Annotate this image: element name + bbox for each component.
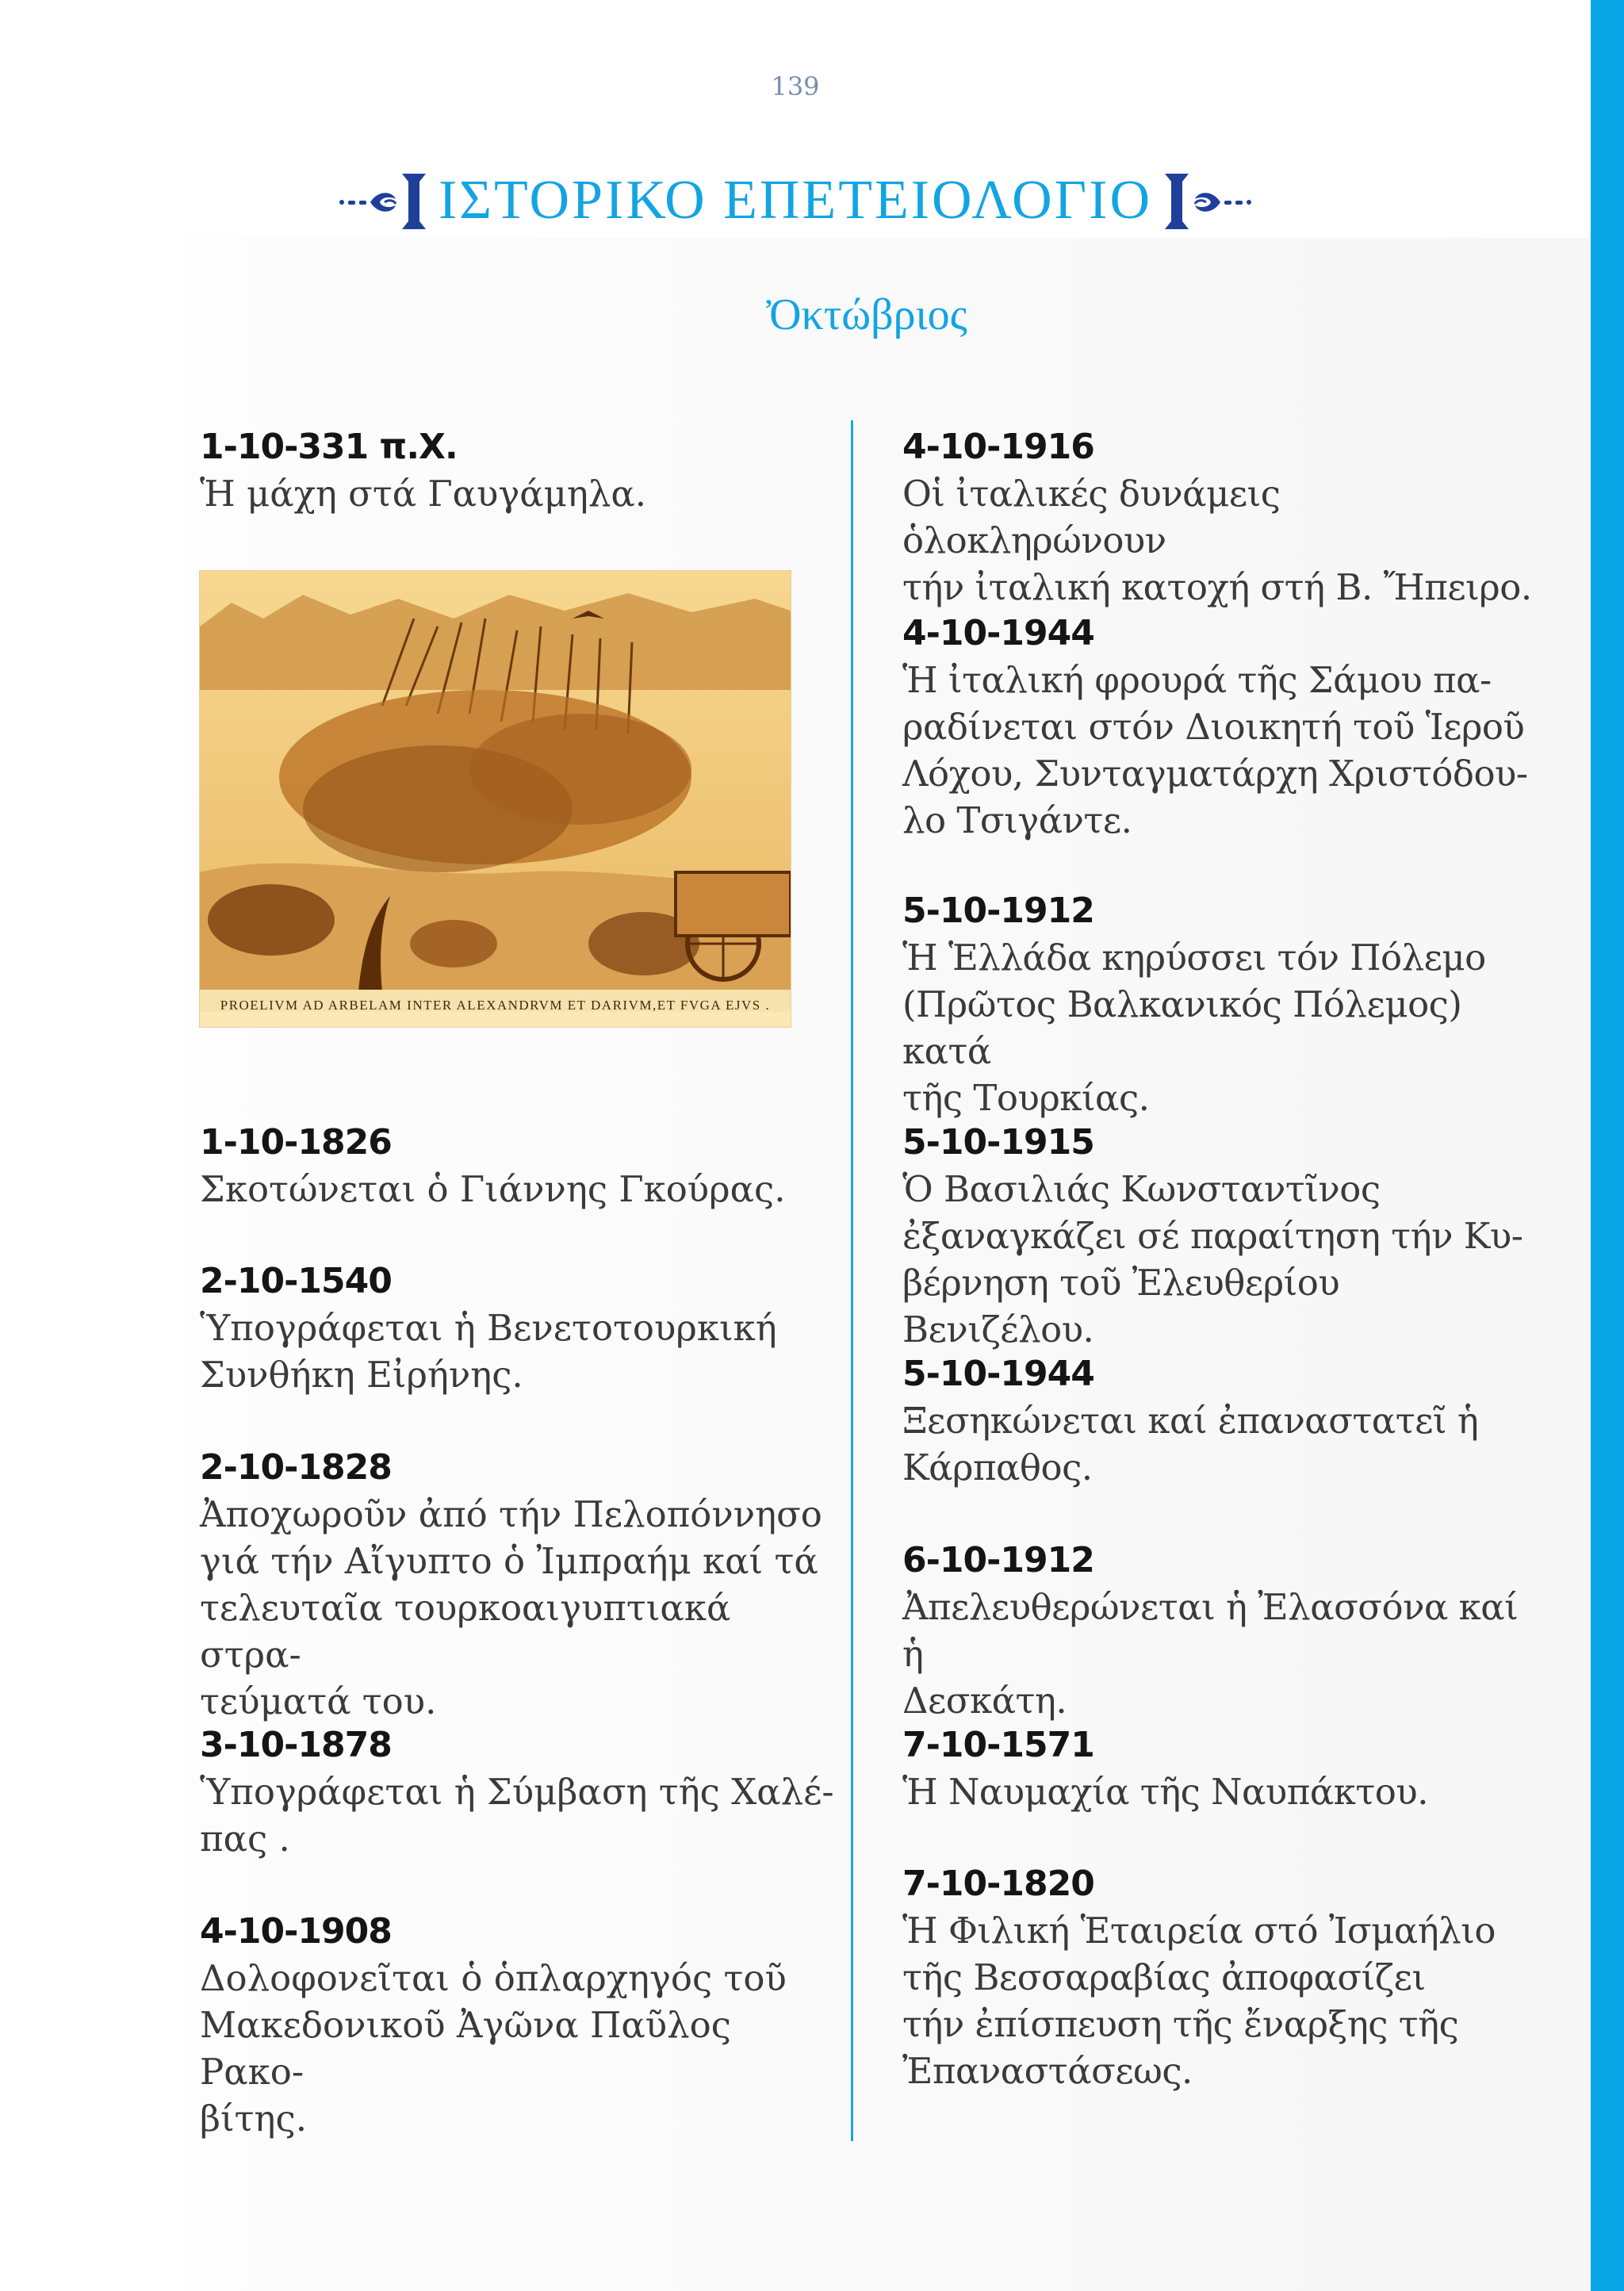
entry-text: Δολοφονεῖται ὁ ὁπλαρχηγός τοῦ Μακεδονικοῦ Ἀγῶνα Παῦλος Ρακο- βίτης. <box>200 1957 787 2140</box>
entry-date: 3-10-1878 <box>200 1725 392 1765</box>
entry-date: 6-10-1912 <box>902 1540 1094 1580</box>
entry-text: Ἡ Φιλική Ἑταιρεία στό Ἰσμαήλιο τῆς Βεσσαραβίας ἀποφασίζει τήν ἐπίσπευση τῆς ἔναρξης τῆς Ἐπαναστάσεως. <box>902 1910 1496 2092</box>
entry-text: Οἱ ἰταλικές δυνάμεις ὁλοκληρώνουν τήν ἰταλική κατοχή στή Β. Ἤπειρο. <box>902 473 1532 608</box>
entry <box>902 611 1537 888</box>
entry <box>902 1120 1537 1351</box>
entry-date: 5-10-1944 <box>902 1354 1094 1394</box>
entry-date: 5-10-1915 <box>902 1122 1094 1163</box>
right-ornament-icon <box>1159 169 1254 232</box>
entry <box>902 424 1537 611</box>
entry-text: Ὁ Βασιλιάς Κωνσταντῖνος ἐξαναγκάζει σέ παραίτηση τήν Κυ- βέρνηση τοῦ Ἐλευθερίου Βενιζέλου. <box>902 1168 1523 1350</box>
entry-date: 5-10-1912 <box>902 891 1094 931</box>
entry-date: 7-10-1820 <box>902 1864 1094 1904</box>
entry-text: Ὑπογράφεται ἡ Βενετοτουρκική Συνθήκη Εἰρήνης. <box>200 1307 777 1396</box>
entry <box>200 424 834 519</box>
entry <box>200 1120 834 1259</box>
entry-date: 2-10-1540 <box>200 1261 392 1301</box>
battle-engraving-image <box>200 571 791 1027</box>
entry <box>902 1538 1537 1722</box>
entry-text: Ἀπελευθερώνεται ἡ Ἐλασσόνα καί ἡ Δεσκάτη. <box>902 1586 1519 1722</box>
entry-date: 1-10-331 π.Χ. <box>200 427 458 467</box>
entry <box>200 1259 834 1445</box>
entry-date: 7-10-1571 <box>902 1725 1094 1765</box>
side-color-bar <box>1591 0 1624 2291</box>
entry-date: 1-10-1826 <box>200 1122 392 1163</box>
entry <box>200 1909 834 2142</box>
entry-text: Ἡ Ναυμαχία τῆς Ναυπάκτου. <box>902 1771 1429 1813</box>
entry <box>200 1722 834 1909</box>
month-heading: Ὀκτώβριος <box>766 290 967 339</box>
entry-text: Ὑπογράφεται ἡ Σύμβαση τῆς Χαλέ- πας . <box>200 1771 834 1860</box>
entry <box>902 1722 1537 1861</box>
entry-date: 4-10-1916 <box>902 427 1094 467</box>
entry-text: Ἀποχωροῦν ἀπό τήν Πελοπόννησο γιά τήν Αἴγυπτο ὁ Ἰμπραήμ καί τά τελευταῖα τουρκοαιγυπτιακά στρα- τεύματά του. <box>200 1493 822 1722</box>
image-caption: PROELIVM AD ARBELAM INTER ALEXANDRVM ET DARIVM,ET FVGA EJVS . <box>220 998 771 1013</box>
left-column-lower <box>200 1120 834 2142</box>
entry-date: 4-10-1944 <box>902 613 1094 653</box>
entry-date: 2-10-1828 <box>200 1447 392 1488</box>
entry-text: Ἡ Ἑλλάδα κηρύσσει τόν Πόλεμο (Πρῶτος Βαλκανικός Πόλεμος) κατά τῆς Τουρκίας. <box>902 937 1486 1119</box>
entry <box>902 1861 1537 2094</box>
entry <box>902 1351 1537 1538</box>
title-row <box>0 157 1591 244</box>
entry <box>902 888 1537 1120</box>
column-divider <box>851 420 853 2141</box>
entry-text: Ἡ μάχη στά Γαυγάμηλα. <box>200 473 647 515</box>
entry-text: Ἡ ἰταλική φρουρά τῆς Σάμου πα- ραδίνεται στόν Διοικητή τοῦ Ἱεροῦ Λόχου, Συνταγματάρχη Χριστόδου- λο Τσιγάντε. <box>902 659 1528 841</box>
entry-text: Σκοτώνεται ὁ Γιάννης Γκούρας. <box>200 1168 786 1210</box>
page-number: 139 <box>771 71 820 102</box>
right-column <box>902 424 1537 2094</box>
entry <box>200 1445 834 1722</box>
entry-text: Ξεσηκώνεται καί ἐπαναστατεῖ ἡ Κάρπαθος. <box>902 1400 1479 1488</box>
left-column <box>200 424 834 519</box>
page-title: ΙΣΤΟΡΙΚΟ ΕΠΕΤΕΙΟΛΟΓΙΟ <box>439 170 1152 231</box>
left-ornament-icon <box>337 169 432 232</box>
entry-date: 4-10-1908 <box>200 1911 392 1952</box>
